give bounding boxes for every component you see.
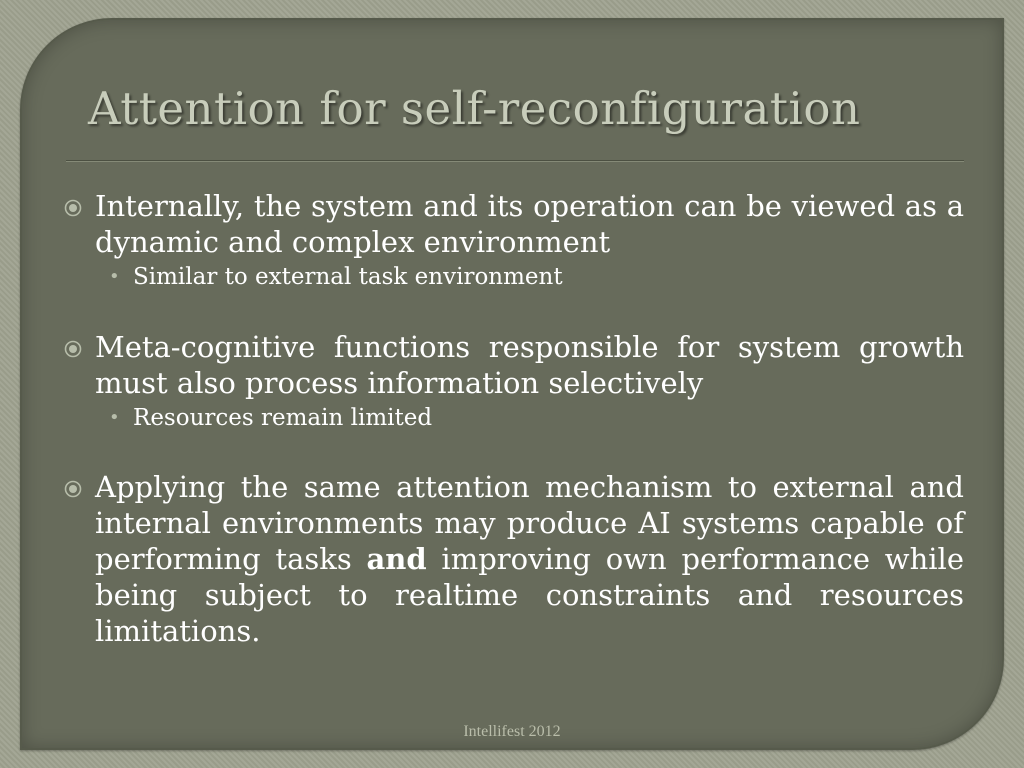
sub-bullet-item [64, 403, 964, 433]
sub-bullet-text: Similar to external task environment [133, 264, 563, 290]
sub-bullet-dot: • [109, 266, 120, 287]
bullet-item [64, 188, 964, 260]
bullet-text: Internally, the system and its operation can be viewed as a dynamic and complex environment [95, 189, 964, 259]
circle-arrow-bullet-icon [64, 199, 82, 217]
circle-arrow-bullet-icon [64, 480, 82, 498]
circle-arrow-bullet-icon [64, 340, 82, 358]
bullet-item [64, 469, 964, 649]
bullet-text: Meta-cognitive functions responsible for system growth must also process information selectively [95, 330, 964, 400]
bullet-text-part: Applying the same attention mechanism to external and internal environments may produce AI systems capable of performing tasks [95, 470, 964, 576]
title-divider [66, 160, 964, 162]
bullet-text-bold: and [366, 542, 427, 576]
slide-footer: Intellifest 2012 [463, 723, 561, 740]
sub-bullet-item [64, 262, 964, 292]
bullet-text-part: improving own performance while being subject to realtime constraints and resources limitations. [95, 542, 964, 648]
bullet-item [64, 329, 964, 401]
sub-bullet-text: Resources remain limited [133, 405, 433, 431]
sub-bullet-dot: • [109, 407, 120, 428]
bullet-list [64, 188, 964, 649]
slide-title: Attention for self-reconfiguration [88, 82, 861, 135]
